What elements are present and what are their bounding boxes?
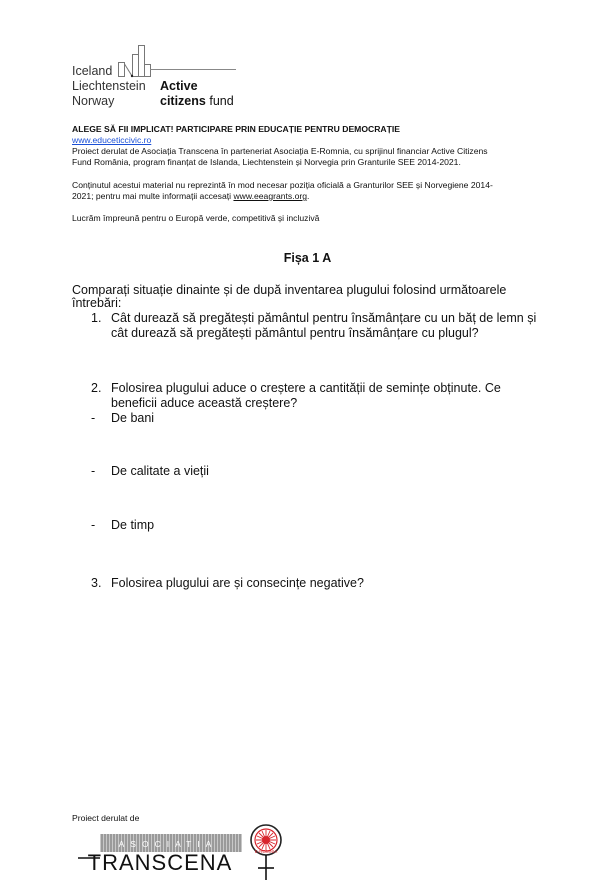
question-line1: Folosirea plugului are și consecințe negative? [111,576,364,590]
sub-item-text: De timp [111,518,155,532]
worksheet-title: Fișa 1 A [283,251,332,265]
instruction-line2: întrebări: [72,296,122,310]
question-number: 1. [91,311,102,325]
project-description-line2: Fund România, program finanțat de Islanda, Liechtenstein și Norvegia prin Granturile SEE 2014-2021. [72,157,461,167]
question-number: 3. [91,576,102,590]
question-line2: cât durează să pregătești pământul pentru însămânțare cu plugul? [111,326,479,340]
eromnia-logo-text: E-ROMNIA [254,849,278,854]
sub-item-text: De bani [111,411,155,425]
logo-country-iceland: Iceland [72,64,113,78]
project-description-line1: Proiect derulat de Asociația Transcena în parteneriat Asociația E-Romnia, cu sprijinul financiar Active Citizens [72,146,488,156]
sub-item-text: De calitate a vieții [111,464,209,478]
dash-bullet: - [91,411,96,425]
motto: Lucrăm împreună pentru o Europă verde, competitivă și incluzivă [72,213,320,223]
acf-logo-citizens-fund [160,94,234,109]
transcena-logo-icon [76,832,244,874]
dash-bullet: - [91,518,96,532]
project-website-link[interactable]: www.educeticcivic.ro [72,135,152,145]
disclaimer-line1: Conținutul acestui material nu reprezintă în mod necesar poziția oficială a Granturilor SEE și Norvegiene 2014- [72,180,493,190]
question-number: 2. [91,381,102,395]
instruction-line1: Comparați situație dinainte și de după inventarea plugului folosind următoarele [72,283,507,297]
dash-bullet: - [91,464,96,478]
disclaimer-line2 [72,191,309,202]
eromnia-logo-icon [244,822,288,882]
question-line2: beneficii aduce această creștere? [111,396,298,410]
eeagrants-link[interactable]: www.eeagrants.org [233,191,308,201]
question-line1: Folosirea plugului aduce o creștere a cantității de semințe obținute. Ce [111,381,501,395]
disclaimer-prefix: 2021; pentru mai multe informații accesați [72,191,234,201]
disclaimer-suffix: . [307,191,310,201]
eea-logo-mark-icon [118,42,238,82]
transcena-banner-text: ASOCIATIA [118,839,218,849]
transcena-logo-text: TRANSCENA [87,850,233,874]
logo-country-liechtenstein: Liechtenstein [72,79,146,93]
acf-logo-active: Active [160,79,198,93]
acf-logo-citizens: citizens [160,94,206,108]
footer-label: Proiect derulat de [72,813,140,823]
question-line1: Cât durează să pregătești pământul pentru însămânțare cu un băț de lemn și [111,311,537,325]
logo-country-norway: Norway [72,94,115,108]
project-title: ALEGE SĂ FII IMPLICAT! PARTICIPARE PRIN EDUCAȚIE PENTRU DEMOCRAȚIE [72,124,401,134]
acf-logo-fund: fund [209,94,234,108]
